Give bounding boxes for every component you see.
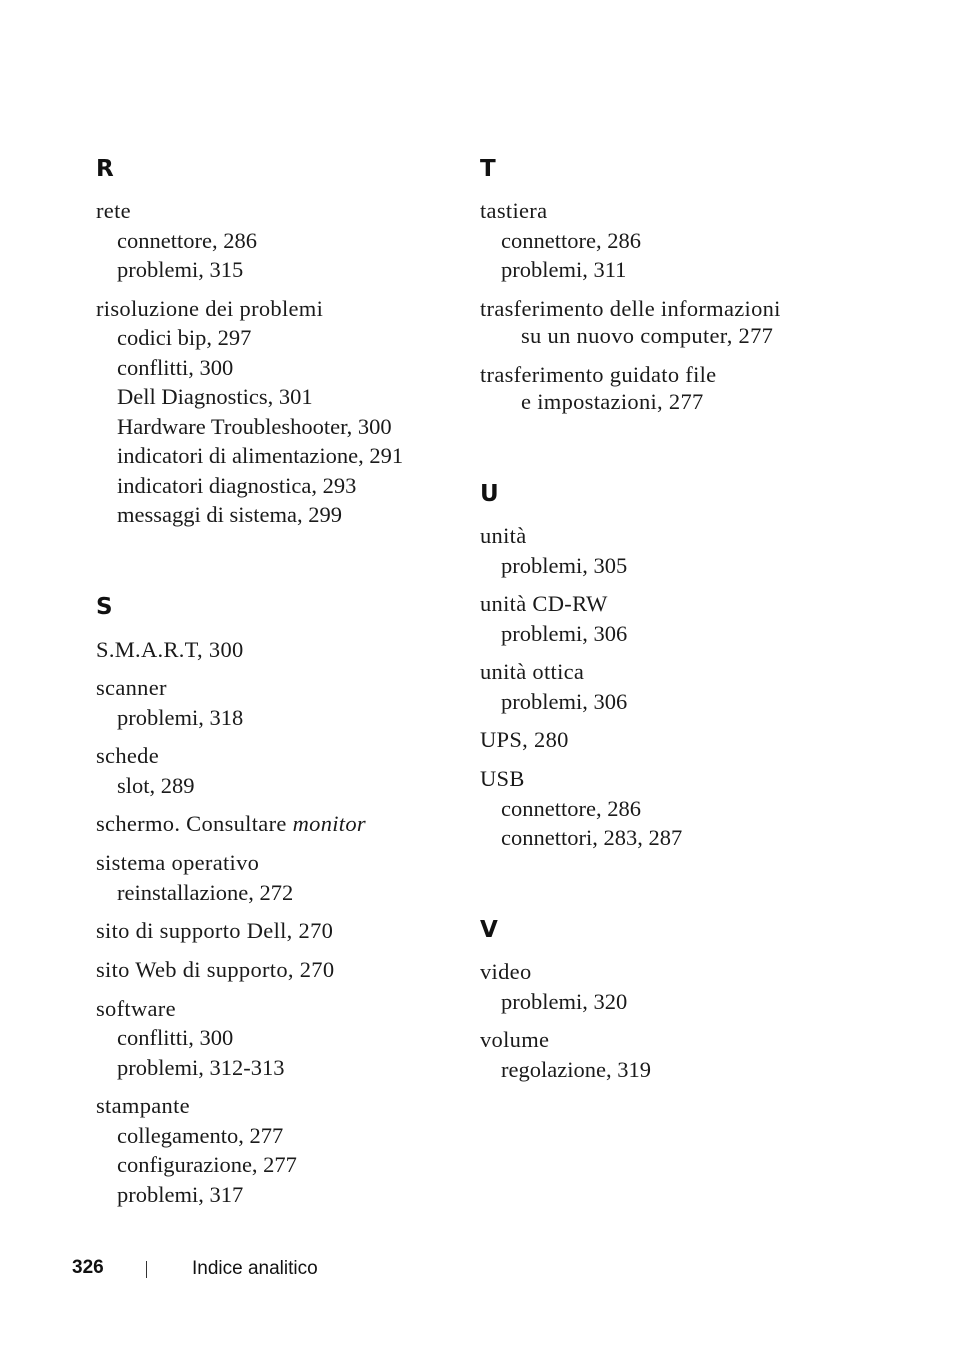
index-term-continuation: e impostazioni, 277: [521, 389, 704, 414]
index-subentry: collegamento, 277: [117, 1123, 284, 1148]
index-term: volume: [480, 1027, 550, 1052]
index-term: unità: [480, 523, 527, 548]
index-subentry: slot, 289: [117, 773, 195, 798]
index-term: software: [96, 996, 176, 1021]
footer-divider: [146, 1261, 147, 1278]
footer-section-title: Indice analitico: [192, 1258, 318, 1279]
index-term: UPS, 280: [480, 727, 569, 752]
index-subentry: Dell Diagnostics, 301: [117, 384, 313, 409]
index-term: S.M.A.R.T, 300: [96, 637, 244, 662]
index-subentry: messaggi di sistema, 299: [117, 502, 342, 527]
index-subentry: indicatori diagnostica, 293: [117, 473, 357, 498]
index-subentry: problemi, 318: [117, 705, 244, 730]
section-letter-s: S: [96, 594, 113, 620]
index-subentry: problemi, 305: [501, 553, 628, 578]
page-number: 326: [72, 1257, 104, 1278]
index-term-continuation: su un nuovo computer, 277: [521, 323, 774, 348]
section-letter-v: V: [480, 917, 498, 943]
index-term: USB: [480, 766, 525, 791]
index-subentry: conflitti, 300: [117, 355, 234, 380]
index-subentry: indicatori di alimentazione, 291: [117, 443, 404, 468]
index-term: risoluzione dei problemi: [96, 296, 324, 321]
index-term: sito Web di supporto, 270: [96, 957, 335, 982]
index-subentry: problemi, 312-313: [117, 1055, 285, 1080]
index-term: video: [480, 959, 532, 984]
index-subentry: problemi, 317: [117, 1182, 244, 1207]
see-reference-target: monitor: [292, 811, 366, 836]
index-subentry: problemi, 315: [117, 257, 244, 282]
index-term: schede: [96, 743, 160, 768]
index-subentry: Hardware Troubleshooter, 300: [117, 414, 392, 439]
index-term: unità CD-RW: [480, 591, 608, 616]
index-term-see-also: [96, 811, 366, 837]
index-term: stampante: [96, 1093, 190, 1118]
index-subentry: reinstallazione, 272: [117, 880, 294, 905]
index-subentry: connettore, 286: [501, 796, 641, 821]
index-term: tastiera: [480, 198, 548, 223]
index-subentry: codici bip, 297: [117, 325, 252, 350]
index-subentry: connettore, 286: [117, 228, 257, 253]
index-term: scanner: [96, 675, 167, 700]
index-subentry: problemi, 306: [501, 621, 628, 646]
index-term: unità ottica: [480, 659, 585, 684]
index-subentry: problemi, 320: [501, 989, 628, 1014]
index-subentry: conflitti, 300: [117, 1025, 234, 1050]
see-reference-prefix: schermo. Consultare: [96, 811, 293, 836]
index-subentry: connettore, 286: [501, 228, 641, 253]
index-term: rete: [96, 198, 131, 223]
section-letter-u: U: [480, 481, 499, 507]
index-subentry: regolazione, 319: [501, 1057, 651, 1082]
index-term: trasferimento guidato file: [480, 362, 717, 387]
section-letter-t: T: [480, 156, 496, 182]
index-term: sito di supporto Dell, 270: [96, 918, 334, 943]
section-letter-r: R: [96, 156, 114, 182]
index-subentry: problemi, 306: [501, 689, 628, 714]
index-subentry: configurazione, 277: [117, 1152, 297, 1177]
index-term: sistema operativo: [96, 850, 260, 875]
index-subentry: problemi, 311: [501, 257, 627, 282]
index-subentry: connettori, 283, 287: [501, 825, 683, 850]
index-term: trasferimento delle informazioni: [480, 296, 781, 321]
